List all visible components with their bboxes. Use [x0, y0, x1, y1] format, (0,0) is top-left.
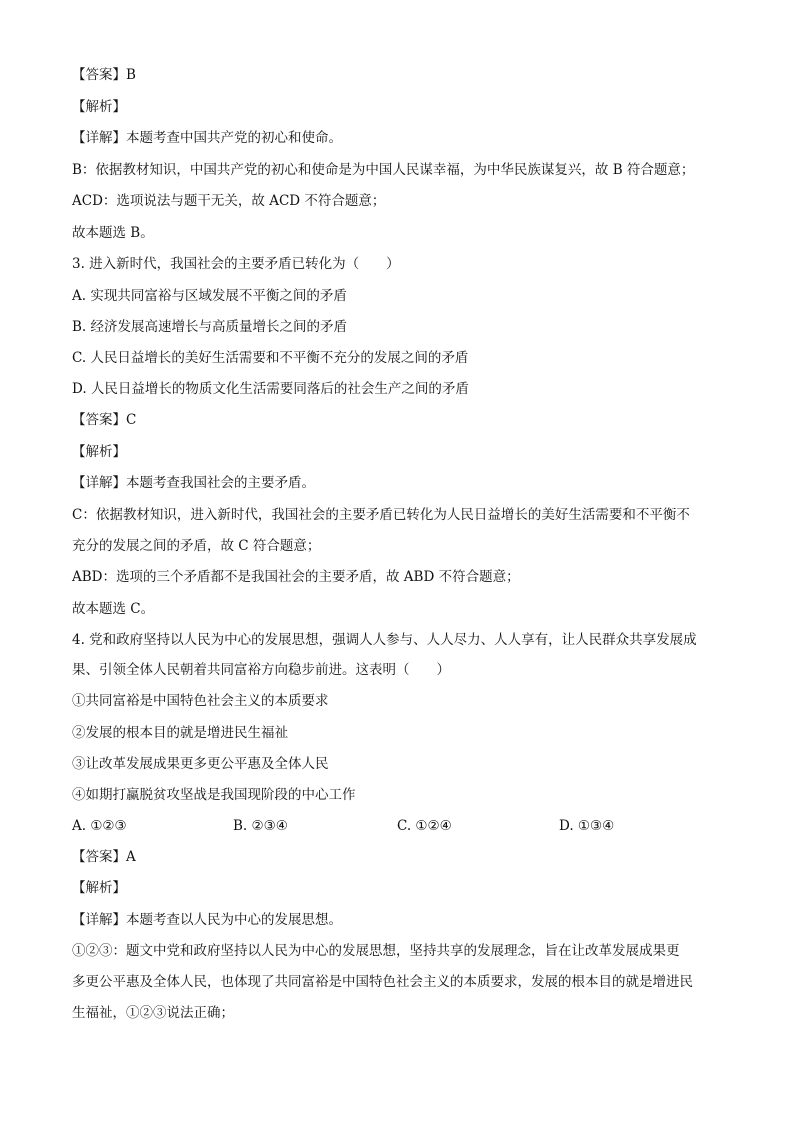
statement-3: ③让改革发展成果更多更公平惠及全体人民 — [72, 756, 329, 772]
detail-text: 多更公平惠及全体人民，也体现了共同富裕是中国特色社会主义的本质要求，发展的根本目的就是增进民 — [72, 974, 693, 990]
detail-text: 充分的发展之间的矛盾，故 C 符合题意； — [72, 538, 321, 554]
detail-text: B：依据教材知识，中国共产党的初心和使命是为中国人民谋幸福，为中华民族谋复兴，故 B 符合题意； — [72, 162, 695, 178]
detail-text: ABD：选项的三个矛盾都不是我国社会的主要矛盾，故 ABD 不符合题意； — [72, 569, 520, 585]
question-stem: 4. 党和政府坚持以人民为中心的发展思想，强调人人参与、人人尽力、人人享有，让人民群众共享发展成 — [72, 632, 697, 648]
detail-text: 生福祉，①②③说法正确； — [72, 1005, 234, 1021]
question-stem: 3. 进入新时代，我国社会的主要矛盾已转化为（ ） — [72, 256, 400, 272]
detail-text: ①②③：题文中党和政府坚持以人民为中心的发展思想，坚持共享的发展理念，旨在让改革发展成果更 — [72, 943, 680, 959]
statement-2: ②发展的根本目的就是增进民生福祉 — [72, 725, 288, 741]
conclusion-text: 故本题选 B。 — [72, 225, 154, 241]
choice-b: B. ②③④ — [233, 818, 288, 834]
analysis-label: 【解析】 — [72, 444, 126, 460]
statement-1: ①共同富裕是中国特色社会主义的本质要求 — [72, 693, 329, 709]
conclusion-text: 故本题选 C。 — [72, 601, 155, 617]
analysis-label: 【解析】 — [72, 880, 126, 896]
question-stem: 果、引领全体人民朝着共同富裕方向稳步前进。这表明（ ） — [72, 662, 450, 678]
answer-label: 【答案】B — [72, 67, 136, 83]
option-d: D. 人民日益增长的物质文化生活需要同落后的社会生产之间的矛盾 — [72, 381, 469, 397]
choice-a: A. ①②③ — [72, 818, 127, 834]
detail-text: 【详解】本题考查以人民为中心的发展思想。 — [72, 912, 342, 928]
choice-c: C. ①②④ — [397, 818, 452, 834]
answer-label: 【答案】C — [72, 412, 137, 428]
option-b: B. 经济发展高速增长与高质量增长之间的矛盾 — [72, 319, 348, 335]
option-c: C. 人民日益增长的美好生活需要和不平衡不充分的发展之间的矛盾 — [72, 350, 469, 366]
detail-text: ACD：选项说法与题干无关，故 ACD 不符合题意； — [72, 193, 386, 209]
analysis-label: 【解析】 — [72, 99, 126, 115]
detail-text: C：依据教材知识，进入新时代，我国社会的主要矛盾已转化为人民日益增长的美好生活需要和不平衡不 — [72, 507, 690, 523]
statement-4: ④如期打赢脱贫攻坚战是我国现阶段的中心工作 — [72, 787, 356, 803]
detail-text: 【详解】本题考查我国社会的主要矛盾。 — [72, 475, 315, 491]
choice-d: D. ①③④ — [559, 818, 615, 834]
option-a: A. 实现共同富裕与区域发展不平衡之间的矛盾 — [72, 288, 347, 304]
answer-label: 【答案】A — [72, 849, 136, 865]
detail-text: 【详解】本题考查中国共产党的初心和使命。 — [72, 130, 342, 146]
